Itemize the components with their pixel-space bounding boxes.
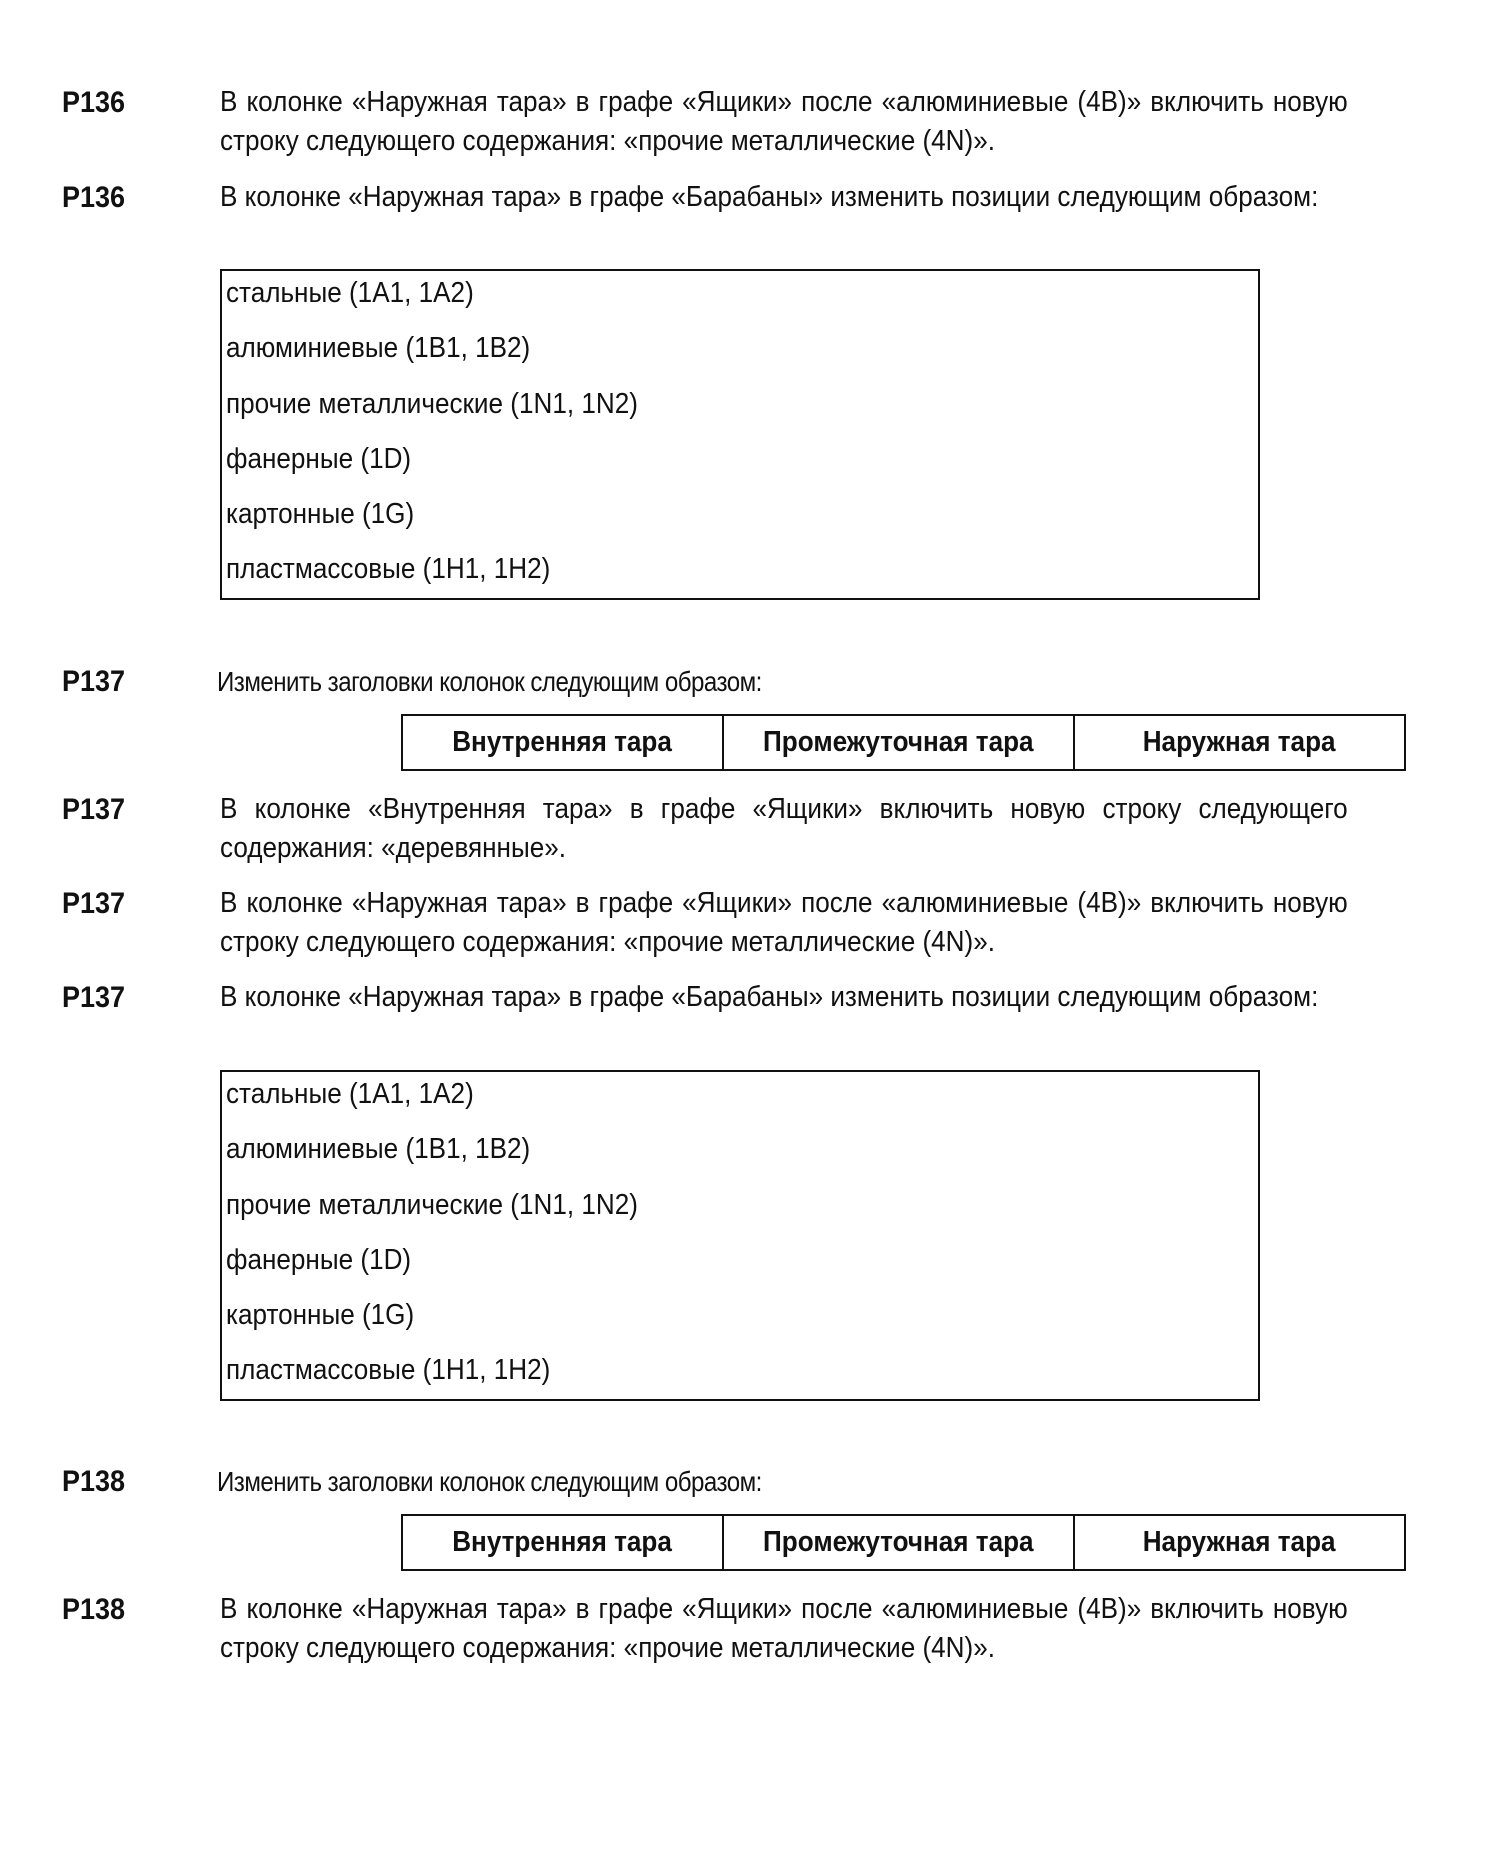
drum-list-item: алюминиевые (1B1, 1B2) bbox=[226, 332, 531, 364]
drum-list-box bbox=[220, 1070, 1260, 1401]
entry-code: P137 bbox=[62, 981, 126, 1014]
header-cell-intermediate-packaging: Промежуточная тара bbox=[722, 716, 1073, 769]
drum-list-item: прочие металлические (1N1, 1N2) bbox=[226, 1189, 638, 1221]
drum-list-item: алюминиевые (1B1, 1B2) bbox=[226, 1133, 531, 1165]
header-cell-outer-packaging: Наружная тара bbox=[1073, 1516, 1404, 1569]
entry-text: В колонке «Наружная тара» в графе «Ящики» после «алюминиевые (4B)» включить новую строку следующего содержания: «прочие металлические (4N)». bbox=[220, 887, 1348, 958]
entry-text: В колонке «Наружная тара» в графе «Барабаны» изменить позиции следующим образом: bbox=[220, 981, 1319, 1013]
drum-list-item: стальные (1A1, 1A2) bbox=[226, 1078, 474, 1110]
entry-code: P137 bbox=[62, 887, 126, 920]
drum-list-item: прочие металлические (1N1, 1N2) bbox=[226, 388, 638, 420]
entry-text: В колонке «Наружная тара» в графе «Ящики» после «алюминиевые (4B)» включить новую строку следующего содержания: «прочие металлические (4N)». bbox=[220, 86, 1348, 157]
drum-list-item: картонные (1G) bbox=[226, 498, 415, 530]
entry-text: В колонке «Наружная тара» в графе «Ящики» после «алюминиевые (4B)» включить новую строку следующего содержания: «прочие металлические (4N)». bbox=[220, 1593, 1348, 1664]
entry-text: В колонке «Наружная тара» в графе «Барабаны» изменить позиции следующим образом: bbox=[220, 181, 1319, 213]
entry-code: P136 bbox=[62, 86, 126, 119]
entry-text: Изменить заголовки колонок следующим образом: bbox=[217, 666, 762, 697]
entry-code: P138 bbox=[62, 1465, 126, 1498]
header-cell-intermediate-packaging: Промежуточная тара bbox=[722, 1516, 1073, 1569]
column-header-table bbox=[401, 714, 1406, 771]
drum-list-item: стальные (1A1, 1A2) bbox=[226, 277, 474, 309]
entry-text: В колонке «Внутренняя тара» в графе «Ящики» включить новую строку следующего содержания: «деревянные». bbox=[220, 793, 1348, 864]
entry-text: Изменить заголовки колонок следующим образом: bbox=[217, 1466, 762, 1497]
entry-code: P137 bbox=[62, 793, 126, 826]
drum-list-item: фанерные (1D) bbox=[226, 443, 412, 475]
column-header-table bbox=[401, 1514, 1406, 1571]
header-cell-inner-packaging: Внутренняя тара bbox=[452, 1526, 673, 1558]
drum-list-item: пластмассовые (1H1, 1H2) bbox=[226, 553, 551, 585]
entry-code: P136 bbox=[62, 181, 126, 214]
drum-list-item: фанерные (1D) bbox=[226, 1244, 412, 1276]
header-cell-outer-packaging: Наружная тара bbox=[1073, 716, 1404, 769]
header-cell-inner-packaging: Внутренняя тара bbox=[452, 726, 673, 758]
entry-code: P138 bbox=[62, 1593, 126, 1626]
drum-list-item: пластмассовые (1H1, 1H2) bbox=[226, 1354, 551, 1386]
drum-list-box bbox=[220, 269, 1260, 600]
entry-code: P137 bbox=[62, 665, 126, 698]
drum-list-item: картонные (1G) bbox=[226, 1299, 415, 1331]
